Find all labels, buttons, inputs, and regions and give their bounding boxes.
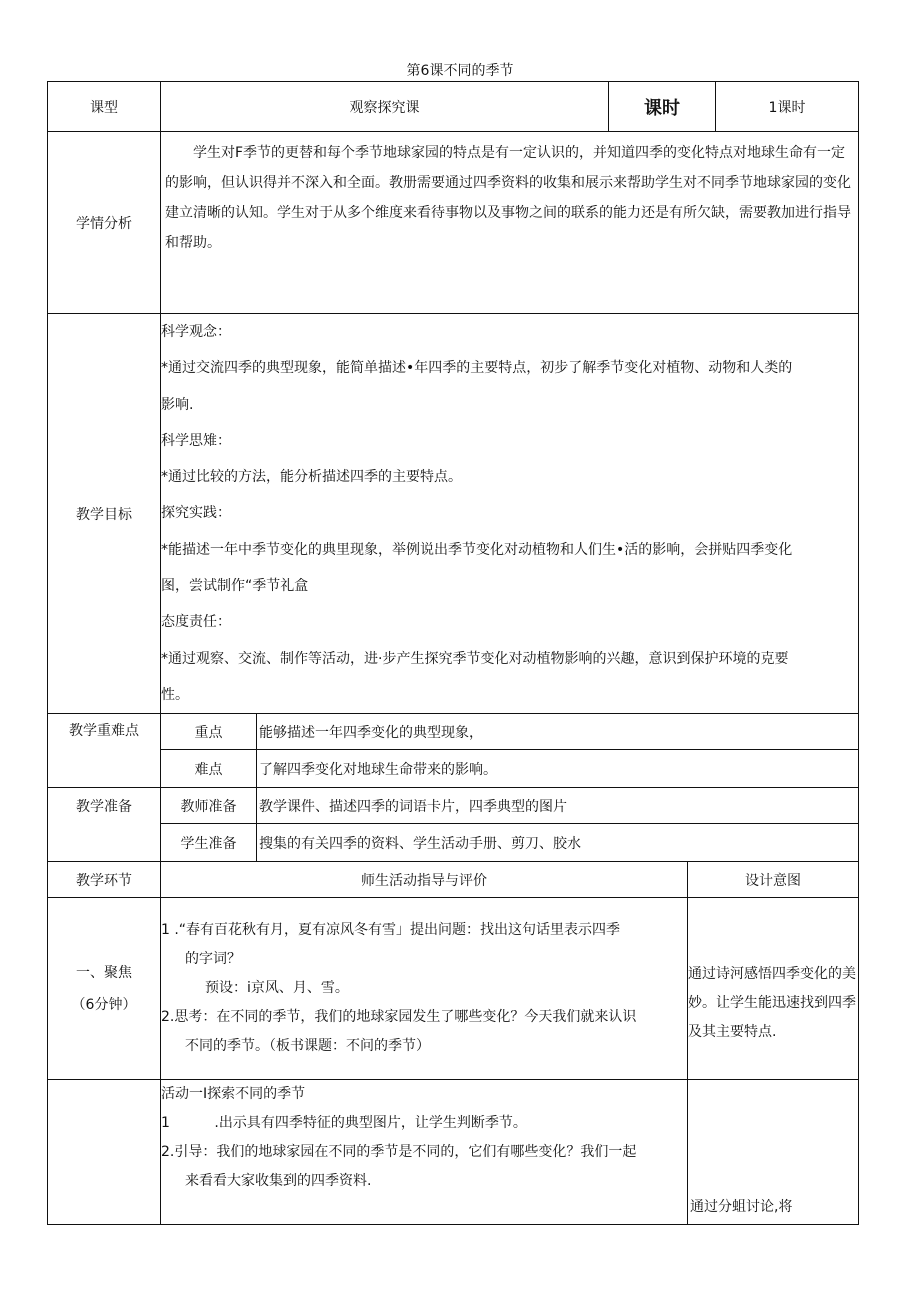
stage-1-row bbox=[48, 898, 859, 1080]
analysis-label: 学情分析 bbox=[48, 132, 161, 314]
activity-column-header: 师生活动指导与评价 bbox=[161, 862, 688, 898]
key-point-row bbox=[48, 714, 859, 750]
goal-line: *能描述一年中季节变化的典里现象，举例说出季节变化对动植物和人们生•活的影响，会拼贴四季变化 bbox=[161, 541, 793, 558]
teacher-prep-label: 教师准备 bbox=[161, 788, 257, 824]
activity-line: 不同的季节。（板书课题：不问的季节） bbox=[185, 1038, 430, 1055]
analysis-text: 学生对F季节的更替和每个季节地球家园的特点是有一定认识的，并知道四季的变化特点对地球生命有一定的影响，但认识得并不深入和全面。教册需要通过四季资料的收集和展示来帮助学生对不同季节地球家园的变化建立清晰的认知。学生对于从多个维度来看待事物以及事物之间的联系的能力还是有所欠缺，需要教加进行指导和帮助。 bbox=[161, 132, 859, 314]
process-header-row bbox=[48, 862, 859, 898]
activity-line: 预设：i京风、月、雪。 bbox=[205, 980, 349, 997]
key-points-label: 教学重难点 bbox=[48, 714, 161, 788]
goal-line: 科学观念： bbox=[161, 324, 231, 340]
student-prep-label: 学生准备 bbox=[161, 824, 257, 862]
activity-line: 来看看大家收集到的四季资料. bbox=[185, 1173, 372, 1190]
goal-line: 影响. bbox=[161, 396, 194, 413]
goal-line: 态度责任： bbox=[161, 614, 231, 631]
intent-column-header: 设计意图 bbox=[688, 862, 859, 898]
stage-2-activity bbox=[161, 1080, 688, 1225]
stage-1-label: 一、聚焦 （6分钟） bbox=[48, 898, 161, 1080]
goals-label: 教学目标 bbox=[48, 314, 161, 714]
student-prep-row bbox=[48, 824, 859, 862]
header-row bbox=[48, 82, 859, 132]
goal-line: *通过交流四季的典型现象，能简单描述•年四季的主要特点，初步了解季节变化对植物、动物和人类的 bbox=[161, 360, 793, 377]
stage-1-activity bbox=[161, 898, 688, 1080]
hours-label: 课时 bbox=[609, 82, 716, 132]
activity-line: 1 .“春有百花秋有月，夏有凉风冬有雪」提出问题：找出这句话里表示四季 bbox=[161, 922, 621, 939]
stage-column-header: 教学环节 bbox=[48, 862, 161, 898]
stage-1-intent: 通过诗河感悟四季变化的美妙。让学生能迅速找到四季及其主要特点. bbox=[688, 898, 859, 1080]
activity-line: 2.引导：我们的地球家园在不同的季节是不同的，它们有哪些变化？我们一起 bbox=[161, 1144, 637, 1161]
activity-line: 的字词？ bbox=[185, 951, 241, 968]
goal-line: 探究实践： bbox=[161, 505, 231, 522]
goals-row bbox=[48, 314, 859, 714]
activity-line: 2.思考：在不同的季节，我们的地球家园发生了哪些变化？今天我们就来认识 bbox=[161, 1009, 637, 1026]
goal-line: 性。 bbox=[161, 686, 189, 703]
prep-label: 教学准备 bbox=[48, 788, 161, 862]
lesson-title: 第6课不同的季节 bbox=[406, 63, 514, 79]
stage-2-intent: 通过分蛆讨论,将 bbox=[688, 1080, 859, 1225]
goal-line: *通过比较的方法，能分析描述四季的主要特点。 bbox=[161, 469, 462, 486]
goals-content bbox=[161, 314, 859, 714]
hard-point-row bbox=[48, 750, 859, 788]
type-value: 观察探究课 bbox=[161, 82, 609, 132]
activity-line: 活动一I探索不同的季节 bbox=[161, 1086, 306, 1103]
goal-line: *通过观察、交流、制作等活动，进·步产生探究季节变化对动植物影响的兴趣，意识到保护环境的克要 bbox=[161, 650, 789, 667]
activity-line: 1 .出示具有四季特征的典型图片，让学生判断季节。 bbox=[161, 1115, 527, 1132]
type-label: 课型 bbox=[48, 82, 161, 132]
goal-line: 科学思雉： bbox=[161, 432, 231, 449]
stage-2-row bbox=[48, 1080, 859, 1225]
key-text: 能够描述一年四季变化的典型现象， bbox=[257, 714, 859, 750]
hours-value: 1课时 bbox=[716, 82, 859, 132]
teacher-prep-text: 教学课件、描述四季的词语卡片，四季典型的图片 bbox=[257, 788, 859, 824]
lesson-plan-table bbox=[47, 81, 859, 1225]
teacher-prep-row bbox=[48, 788, 859, 824]
stage-2-label bbox=[48, 1080, 161, 1225]
student-prep-text: 搜集的有关四季的资料、学生活动手册、剪刀、胶水 bbox=[257, 824, 859, 862]
key-label: 重点 bbox=[161, 714, 257, 750]
analysis-row bbox=[48, 132, 859, 314]
hard-label: 难点 bbox=[161, 750, 257, 788]
goal-line: 图，尝试制作“季节礼盒 bbox=[161, 578, 309, 595]
hard-text: 了解四季变化对地球生命带来的影响。 bbox=[257, 750, 859, 788]
